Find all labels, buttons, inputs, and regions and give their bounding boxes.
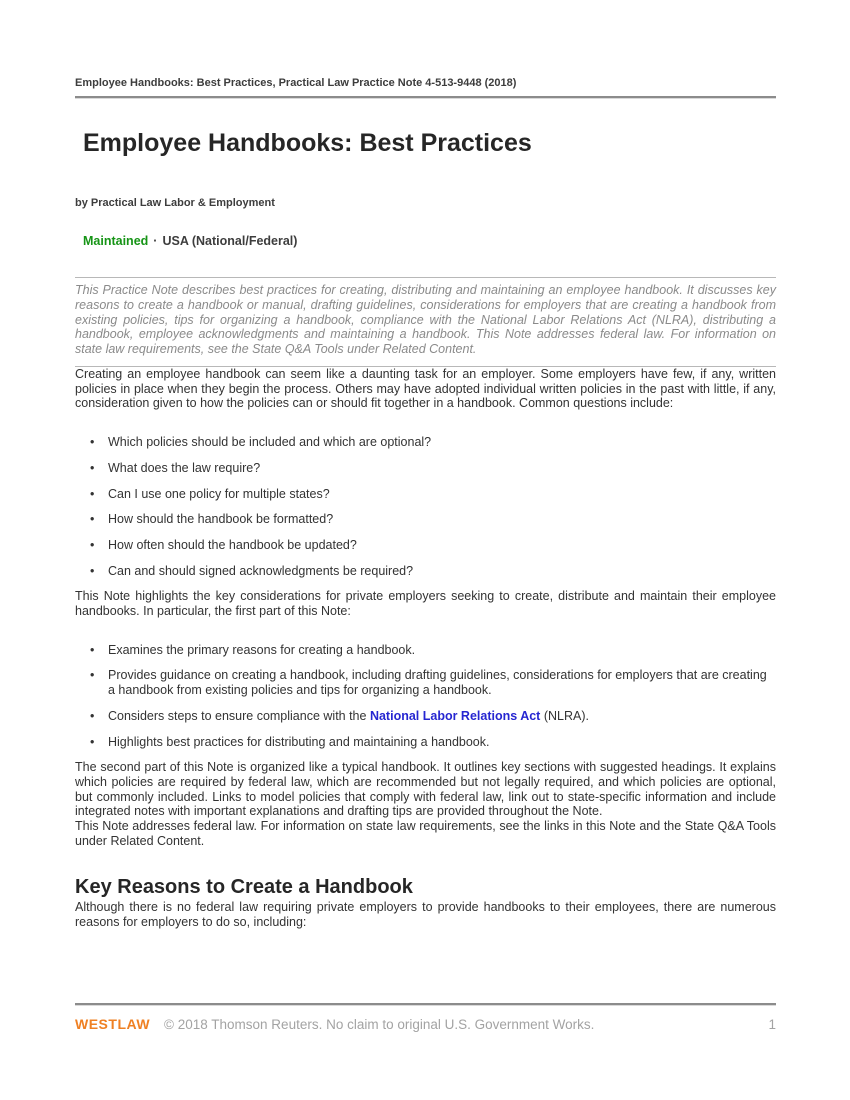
maintained-status-badge: Maintained bbox=[83, 234, 149, 248]
document-reference-header: Employee Handbooks: Best Practices, Practical Law Practice Note 4-513-9448 (2018) bbox=[75, 77, 517, 89]
paragraph-federal-law: This Note addresses federal law. For information on state law requirements, see the links in this Note and the State Q&A Tools under Related Content. bbox=[75, 819, 776, 848]
byline: by Practical Law Labor & Employment bbox=[75, 197, 275, 209]
bullet-icon: • bbox=[90, 708, 95, 723]
list-item bbox=[75, 735, 776, 750]
westlaw-logo: WESTLAW bbox=[75, 1016, 151, 1032]
list-item-text: Which policies should be included and which are optional? bbox=[108, 435, 432, 450]
footer-divider bbox=[75, 1003, 776, 1006]
link-prefix-text: Considers steps to ensure compliance with the bbox=[108, 708, 370, 723]
status-line bbox=[83, 234, 776, 249]
list-item bbox=[75, 643, 776, 658]
footer-row bbox=[75, 1016, 776, 1032]
page-footer bbox=[75, 1003, 776, 1032]
bullet-icon: • bbox=[90, 642, 95, 657]
bullet-icon: • bbox=[90, 460, 95, 475]
paragraph-key-reasons-intro: Although there is no federal law requiring private employers to provide handbooks to their employees, there are numerous reasons for employers to do so, including: bbox=[75, 900, 776, 930]
dot-separator-icon: · bbox=[153, 234, 158, 248]
note-parts-list bbox=[75, 643, 776, 750]
bullet-icon: • bbox=[90, 435, 95, 450]
list-item-text: How often should the handbook be updated? bbox=[108, 537, 357, 552]
list-item bbox=[75, 461, 776, 476]
list-item bbox=[75, 512, 776, 527]
list-item-text: What does the law require? bbox=[108, 460, 261, 475]
list-item-text bbox=[108, 709, 589, 723]
bullet-icon: • bbox=[90, 512, 95, 527]
paragraph-intro: Creating an employee handbook can seem like a daunting task for an employer. Some employers have few, if any, written policies in place when they begin the process. Others may have adopted individual written policies in the past with little, if any, consideration given to how the policies can or should fit together in a handbook. Common questions include: bbox=[75, 366, 776, 411]
list-item-text: How should the handbook be formatted? bbox=[108, 512, 334, 527]
header-divider bbox=[75, 96, 776, 99]
bullet-icon: • bbox=[90, 486, 95, 501]
list-item-text: Can I use one policy for multiple states? bbox=[108, 486, 330, 501]
list-item bbox=[75, 487, 776, 502]
list-item-text: Examines the primary reasons for creating a handbook. bbox=[108, 642, 416, 657]
jurisdiction-label: USA (National/Federal) bbox=[162, 234, 298, 248]
copyright-text: © 2018 Thomson Reuters. No claim to original U.S. Government Works. bbox=[164, 1017, 595, 1032]
bullet-icon: • bbox=[90, 563, 95, 578]
page-number: 1 bbox=[768, 1017, 776, 1032]
list-item bbox=[75, 709, 776, 724]
questions-list bbox=[75, 435, 776, 578]
page-title: Employee Handbooks: Best Practices bbox=[83, 129, 532, 157]
bullet-icon: • bbox=[90, 734, 95, 749]
bullet-icon: • bbox=[90, 537, 95, 552]
document-content bbox=[75, 0, 776, 930]
list-item-text: Can and should signed acknowledgments be required? bbox=[108, 563, 414, 578]
paragraph-highlights: This Note highlights the key considerations for private employers seeking to create, distribute and maintain their employee handbooks. In particular, the first part of this Note: bbox=[75, 589, 776, 619]
list-item bbox=[75, 564, 776, 579]
abstract-summary: This Practice Note describes best practices for creating, distributing and maintaining an employee handbook. It discusses key reasons to create a handbook or manual, drafting guidelines, considerations for employers that are creating a handbook from existing policies, tips for organizing a handbook, compliance with the National Labor Relations Act (NLRA), distributing a handbook, employee acknowledgments and maintaining a handbook. This Note addresses federal law. For information on state law requirements, see the State Q&A Tools under Related Content. bbox=[75, 277, 776, 367]
list-item-text: Provides guidance on creating a handbook, including drafting guidelines, considerations for employers that are creating a handbook from existing policies and tips for organizing a handbook. bbox=[108, 668, 767, 698]
bullet-icon: • bbox=[90, 668, 95, 683]
list-item bbox=[75, 668, 776, 697]
nlra-link[interactable]: National Labor Relations Act bbox=[369, 708, 541, 723]
list-item bbox=[75, 538, 776, 553]
link-suffix-text: (NLRA). bbox=[540, 708, 589, 723]
list-item bbox=[75, 435, 776, 450]
section-heading-key-reasons: Key Reasons to Create a Handbook bbox=[75, 876, 413, 899]
paragraph-second-part: The second part of this Note is organized like a typical handbook. It outlines key sections with suggested headings. It explains which policies are required by federal law, which are recommended but not legally required, and which policies are optional, but commonly included. Links to model policies that comply with federal law, link out to state-specific information and include integrated notes with important explanations and drafting tips are provided throughout the Note. bbox=[75, 760, 776, 819]
list-item-text: Highlights best practices for distributing and maintaining a handbook. bbox=[108, 734, 490, 749]
